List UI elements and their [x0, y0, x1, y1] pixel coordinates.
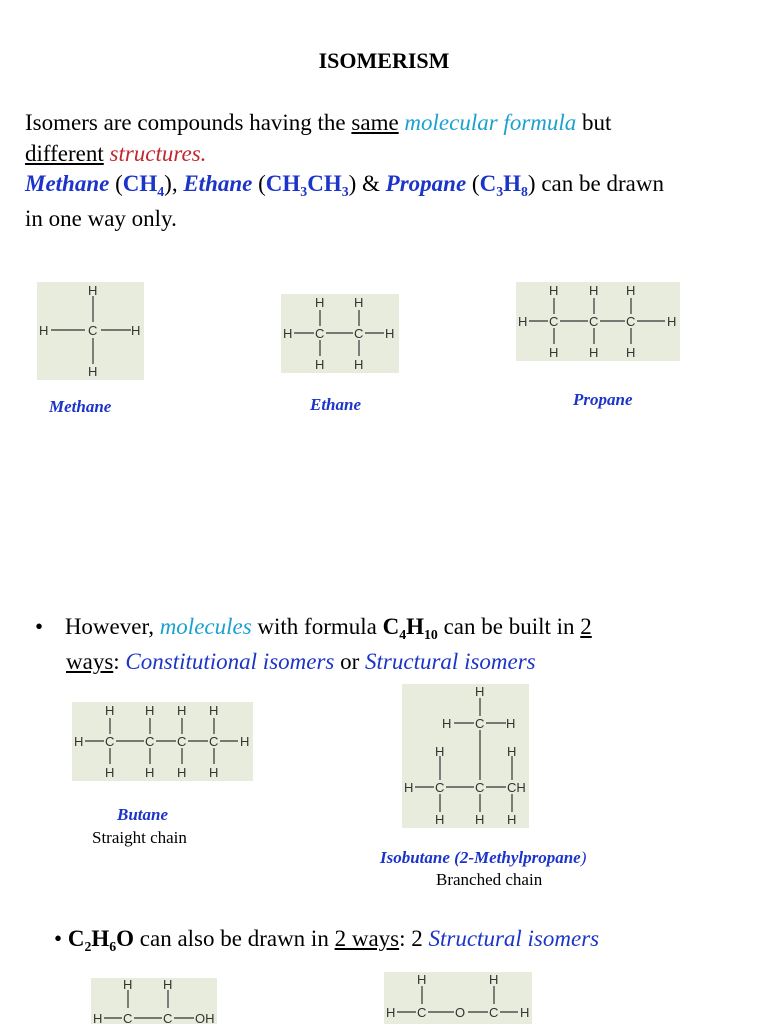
svg-text:H: H: [626, 283, 636, 298]
but-word: but: [582, 110, 612, 135]
svg-text:H: H: [589, 283, 599, 298]
svg-text:C: C: [177, 734, 187, 749]
ampersand: &: [362, 171, 380, 196]
alkanes-line: Methane $(CH_4)$, Ethane $(CH_3CH_3)$ & Propane $(C_3H_8)$ can be drawn: [25, 171, 664, 199]
isobutane-structure: [402, 684, 529, 828]
svg-text:H: H: [404, 780, 414, 795]
svg-text:C: C: [354, 326, 364, 341]
ethanol-formula: $C_2H_6O$: [67, 926, 135, 954]
svg-text:C: C: [549, 314, 559, 329]
svg-text:C: C: [123, 1011, 133, 1024]
svg-text:C: C: [475, 716, 485, 731]
svg-text:H: H: [435, 812, 445, 827]
svg-text:H: H: [88, 283, 98, 298]
svg-text:H: H: [163, 978, 173, 992]
svg-text:H: H: [549, 345, 559, 360]
bullet-2-line: • $C_2H_6O$ can also be drawn in 2 ways: 2 Structural isomers: [54, 926, 600, 954]
same-word: same: [351, 110, 399, 135]
structures-term: structures: [109, 141, 201, 166]
svg-text:H: H: [283, 326, 293, 341]
bullet-1-line-2: ways: Constitutional isomers or Structural isomers: [66, 649, 536, 674]
svg-text:H: H: [549, 283, 559, 298]
svg-text:H: H: [385, 326, 395, 341]
svg-text:H: H: [354, 357, 364, 372]
butane-structure: [72, 702, 253, 781]
svg-text:H: H: [442, 716, 452, 731]
svg-text:H: H: [123, 978, 133, 992]
methane-structure: [37, 282, 144, 380]
svg-text:H: H: [315, 295, 325, 310]
svg-text:C: C: [489, 1005, 499, 1020]
butane-caption: Butane: [117, 805, 169, 824]
ethane-formula: $CH_3CH_3$: [265, 171, 349, 199]
isobutane-subcaption: Branched chain: [436, 870, 543, 889]
molecules-term: molecules: [159, 614, 252, 639]
svg-text:H: H: [145, 703, 155, 718]
ethane-term: Ethane: [183, 171, 253, 196]
propane-structure: [516, 282, 680, 361]
svg-text:C: C: [209, 734, 219, 749]
svg-text:C: C: [163, 1011, 173, 1024]
methane-formula: $CH_4$: [122, 171, 165, 199]
intro-line-2: [25, 139, 206, 169]
svg-text:C: C: [435, 780, 445, 795]
period: .: [200, 141, 207, 166]
svg-text:H: H: [589, 345, 599, 360]
svg-text:C: C: [475, 780, 485, 795]
different-word: different: [25, 141, 104, 166]
svg-text:H: H: [209, 765, 219, 780]
butane-formula: $C_4H_{10}$: [382, 614, 438, 642]
svg-text:H: H: [354, 295, 364, 310]
propane-caption: Propane: [573, 390, 633, 409]
can-be-drawn-text: can be drawn: [541, 171, 664, 196]
ethane-caption: Ethane: [310, 395, 362, 414]
page-title: ISOMERISM: [318, 48, 450, 73]
svg-text:H: H: [520, 1005, 530, 1020]
bullet-mark: •: [35, 614, 44, 639]
svg-text:H: H: [507, 744, 517, 759]
svg-text:H: H: [240, 734, 250, 749]
svg-text:H: H: [145, 765, 155, 780]
constitutional-isomers-term: Constitutional isomers: [125, 649, 335, 674]
svg-text:H: H: [518, 314, 528, 329]
svg-text:H: H: [105, 765, 115, 780]
svg-text:H: H: [667, 314, 677, 329]
methane-term: Methane: [25, 171, 110, 196]
one-way-line: in one way only.: [25, 206, 177, 231]
svg-text:H: H: [489, 972, 499, 987]
butane-subcaption: Straight chain: [92, 828, 187, 847]
svg-text:C: C: [589, 314, 599, 329]
svg-text:C: C: [417, 1005, 427, 1020]
ethanol-structure: [91, 978, 217, 1024]
svg-text:H: H: [93, 1011, 103, 1024]
intro-text: Isomers are compounds having the: [25, 110, 346, 135]
bullet-mark: •: [54, 926, 63, 951]
svg-text:H: H: [506, 716, 516, 731]
svg-text:H: H: [88, 364, 98, 379]
svg-text:H: H: [475, 684, 485, 699]
structural-isomers-term: Structural isomers: [365, 649, 536, 674]
propane-formula: $C_3H_8$: [479, 171, 528, 199]
svg-text:CH: CH: [507, 780, 526, 795]
svg-text:H: H: [386, 1005, 396, 1020]
svg-text:H: H: [74, 734, 84, 749]
methane-caption: Methane: [49, 397, 112, 416]
svg-text:H: H: [177, 765, 187, 780]
bullet-1-line-1: • However, molecules with formula $C_4H_{10}$ can be built in 2: [35, 614, 592, 642]
dimethyl-ether-structure: [384, 972, 532, 1024]
svg-text:H: H: [39, 323, 49, 338]
svg-text:H: H: [417, 972, 427, 987]
svg-text:H: H: [209, 703, 219, 718]
svg-text:H: H: [131, 323, 141, 338]
svg-text:H: H: [475, 812, 485, 827]
svg-text:H: H: [435, 744, 445, 759]
svg-text:C: C: [88, 323, 98, 338]
svg-text:C: C: [626, 314, 636, 329]
ethane-structure: [281, 294, 399, 373]
svg-text:H: H: [105, 703, 115, 718]
svg-text:H: H: [626, 345, 636, 360]
svg-text:OH: OH: [195, 1011, 215, 1024]
intro-line-1: [25, 108, 611, 138]
svg-text:C: C: [105, 734, 115, 749]
isobutane-caption: Isobutane (2-Methylpropane): [380, 848, 587, 867]
svg-text:H: H: [315, 357, 325, 372]
propane-term: Propane: [385, 171, 467, 196]
molecular-formula-term: molecular formula: [404, 110, 577, 135]
structural-isomers-term-2: Structural isomers: [428, 926, 600, 951]
svg-text:O: O: [455, 1005, 466, 1020]
svg-text:H: H: [177, 703, 187, 718]
svg-text:C: C: [145, 734, 155, 749]
svg-text:H: H: [507, 812, 517, 827]
svg-text:C: C: [315, 326, 325, 341]
